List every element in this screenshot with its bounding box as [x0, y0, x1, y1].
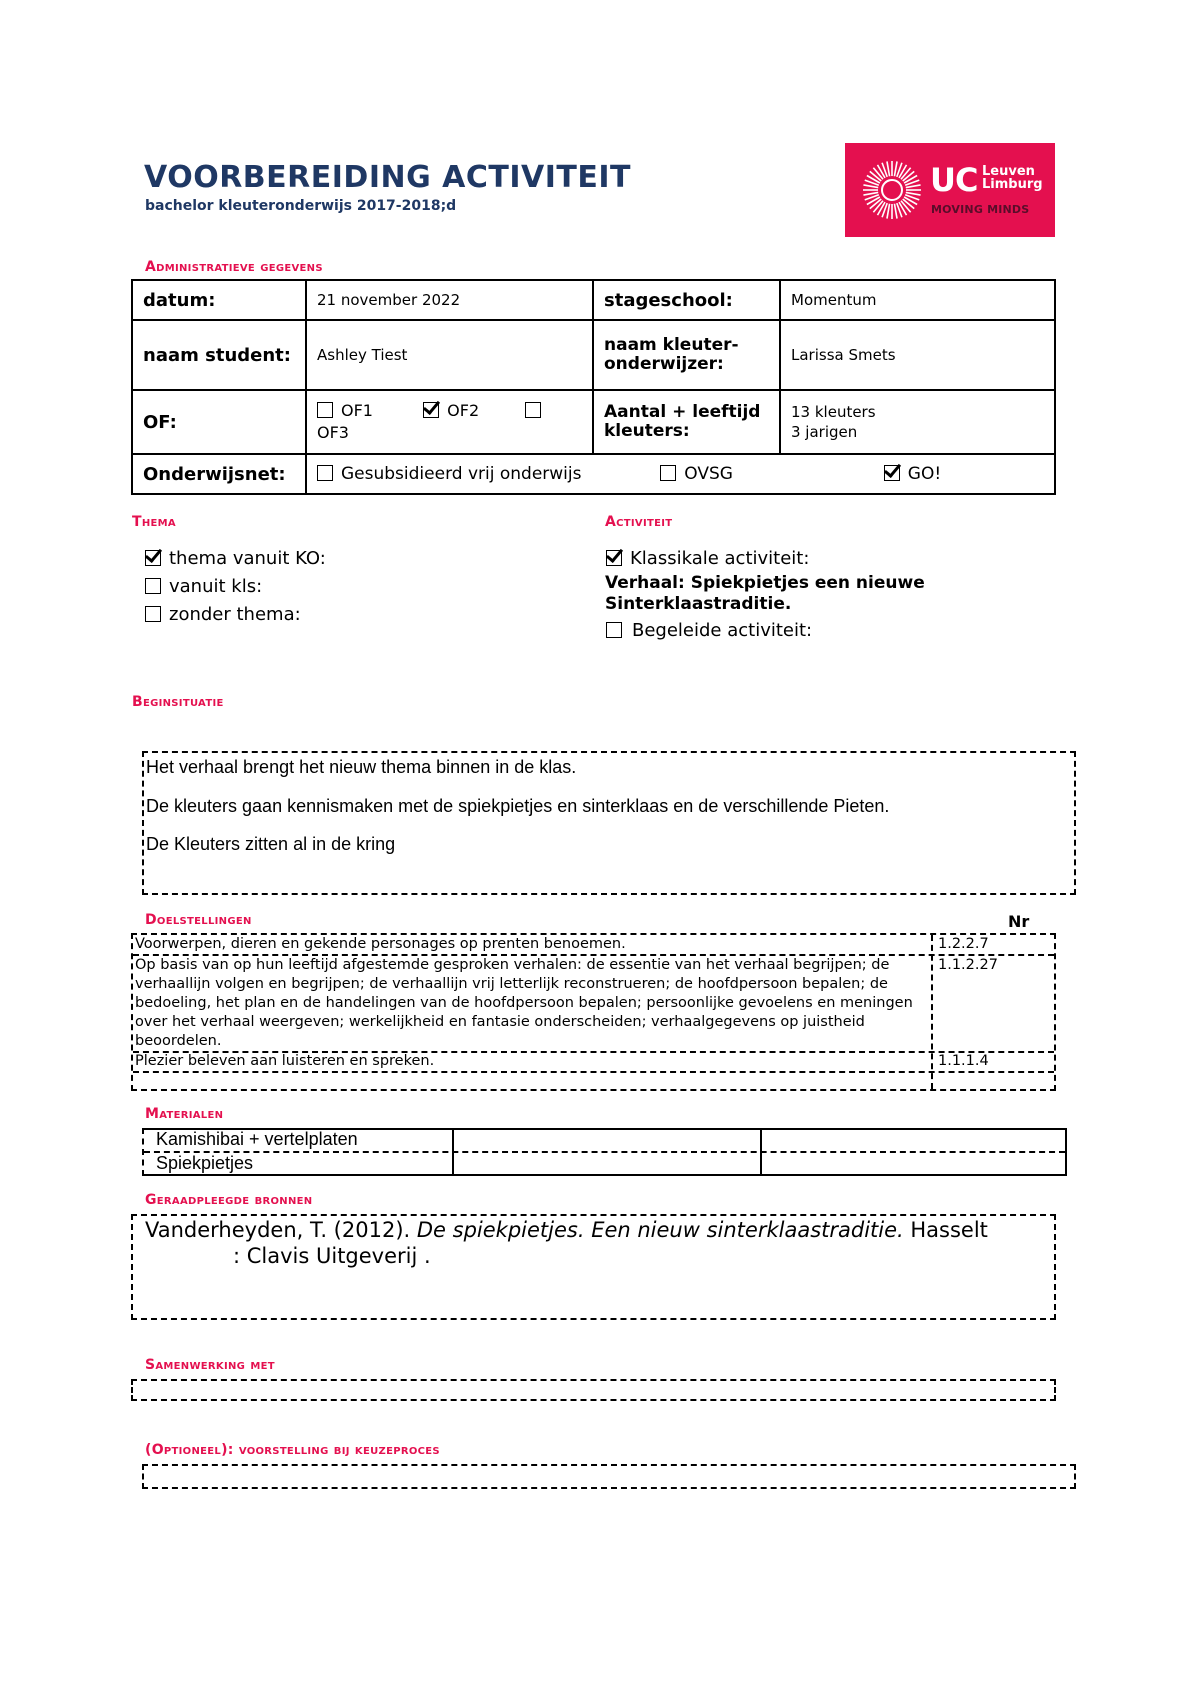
activiteit-option-begeleid: Begeleide activiteit:	[606, 620, 812, 641]
doel-text-1: Voorwerpen, dieren en gekende personages op prenten benoemen.	[135, 936, 626, 952]
net-vrij-label: Gesubsidieerd vrij onderwijs	[341, 464, 582, 484]
of1-checkbox[interactable]	[317, 402, 333, 418]
admin-table	[131, 279, 1056, 495]
bron-title: De spiekpietjes. Een nieuw sinterklaastraditie.	[416, 1218, 904, 1242]
doelstellingen-table	[131, 933, 1056, 1091]
thema-heading: Thema	[132, 514, 176, 530]
net-go-label: GO!	[907, 464, 942, 484]
net-vrij-checkbox[interactable]	[317, 465, 333, 481]
bronnen-box[interactable]	[131, 1214, 1056, 1320]
of1-label: OF1	[341, 401, 373, 420]
bronnen-heading: Geraadpleegde bronnen	[145, 1192, 313, 1208]
bron-publisher: : Clavis Uitgeverij .	[233, 1244, 431, 1268]
of-label: OF:	[132, 390, 306, 454]
thema-option-ko: thema vanuit KO:	[145, 548, 326, 569]
net-ovsg-label: OVSG	[684, 464, 733, 484]
thema-ko-checkbox[interactable]	[145, 550, 161, 566]
doel-nr-1: 1.2.2.7	[938, 936, 989, 952]
doel-text-3: Plezier beleven aan luisteren en spreken.	[135, 1053, 435, 1069]
thema-option-zonder: zonder thema:	[145, 604, 301, 625]
materiaal-2: Spiekpietjes	[156, 1153, 254, 1173]
sunburst-icon	[861, 159, 923, 221]
doel-nr-3: 1.1.1.4	[938, 1053, 989, 1069]
page-title: VOORBEREIDING ACTIVITEIT	[144, 160, 631, 195]
samenwerking-heading: Samenwerking met	[145, 1357, 275, 1373]
aantal-label: Aantal + leeftijd kleuters:	[593, 390, 780, 454]
of2-checkbox[interactable]	[423, 402, 439, 418]
materialen-heading: Materialen	[145, 1106, 224, 1122]
of3-checkbox[interactable]	[525, 402, 541, 418]
beginsituatie-line-2: De kleuters gaan kennismaken met de spiekpietjes en sinterklaas en de verschillende Pieten.	[146, 796, 890, 816]
beginsituatie-heading: Beginsituatie	[132, 694, 224, 710]
nr-divider	[931, 935, 933, 1089]
activiteit-verhaal: Verhaal: Spiekpietjes een nieuwe Sinterklaastraditie.	[605, 573, 925, 614]
datum-value[interactable]: 21 november 2022	[306, 280, 593, 320]
kleuteronderwijzer-label: naam kleuter-onderwijzer:	[593, 320, 780, 390]
bron-citation: Vanderheyden, T. (2012). De spiekpietjes. Een nieuw sinterklaastraditie. Hasselt	[145, 1218, 988, 1242]
thema-kls-checkbox[interactable]	[145, 578, 161, 594]
begeleid-checkbox[interactable]	[606, 622, 622, 638]
of3-label: OF3	[317, 423, 349, 442]
optioneel-box[interactable]	[142, 1464, 1076, 1489]
page-subtitle: bachelor kleuteronderwijs 2017-2018;d	[145, 198, 457, 214]
logo-location: Leuven Limburg	[982, 164, 1043, 192]
logo-tagline: MOVING MINDS	[931, 203, 1030, 216]
nr-heading: Nr	[1008, 912, 1030, 931]
beginsituatie-box[interactable]	[142, 751, 1076, 895]
stageschool-value[interactable]: Momentum	[780, 280, 1055, 320]
klassikaal-checkbox[interactable]	[606, 550, 622, 566]
doel-text-2: Op basis van op hun leeftijd afgestemde gesproken verhalen: de essentie van het verhaal begrijpen; de verhaallijn volgen en begrijpen; de verhaallijn vrij letterlijk reconstrueren; de hoofdpersoon bepalen; de bedoeling, het plan en de handelingen van de hoofdpersoon bepalen; persoonlijke gevoelens en meningen over het verhaal weergeven; werkelijkheid en fantasie onderscheiden; verhaalgegevens op juistheid beoordelen.	[135, 957, 913, 1049]
aantal-line2: 3 jarigen	[791, 423, 858, 441]
onderwijsnet-label: Onderwijsnet:	[132, 454, 306, 494]
optioneel-heading: (Optioneel): voorstelling bij keuzeproces	[145, 1442, 440, 1458]
beginsituatie-line-3: De Kleuters zitten al in de kring	[146, 834, 396, 854]
materialen-table	[142, 1128, 1067, 1176]
net-ovsg-checkbox[interactable]	[660, 465, 676, 481]
doelstellingen-heading: Doelstellingen	[145, 912, 252, 928]
kleuteronderwijzer-value[interactable]: Larissa Smets	[780, 320, 1055, 390]
doel-nr-2: 1.1.2.27	[938, 957, 998, 973]
beginsituatie-line-1: Het verhaal brengt het nieuw thema binnen in de klas.	[146, 757, 577, 777]
of-options	[306, 390, 593, 454]
aantal-value[interactable]	[780, 390, 1055, 454]
net-go-checkbox[interactable]	[884, 465, 900, 481]
aantal-line1: 13 kleuters	[791, 403, 876, 421]
onderwijsnet-options	[306, 454, 1055, 494]
admin-heading: Administratieve gegevens	[145, 259, 323, 275]
logo-uc: UC	[930, 161, 978, 199]
student-value[interactable]: Ashley Tiest	[306, 320, 593, 390]
thema-zonder-checkbox[interactable]	[145, 606, 161, 622]
stageschool-label: stageschool:	[593, 280, 780, 320]
materiaal-1: Kamishibai + vertelplaten	[156, 1129, 358, 1149]
thema-option-kls: vanuit kls:	[145, 576, 262, 597]
activiteit-heading: Activiteit	[605, 514, 673, 530]
student-label: naam student:	[132, 320, 306, 390]
samenwerking-box[interactable]	[131, 1379, 1056, 1401]
uc-leuven-limburg-logo	[845, 143, 1055, 237]
activiteit-option-klassikaal: Klassikale activiteit:	[606, 548, 809, 569]
datum-label: datum:	[132, 280, 306, 320]
of2-label: OF2	[447, 401, 480, 420]
